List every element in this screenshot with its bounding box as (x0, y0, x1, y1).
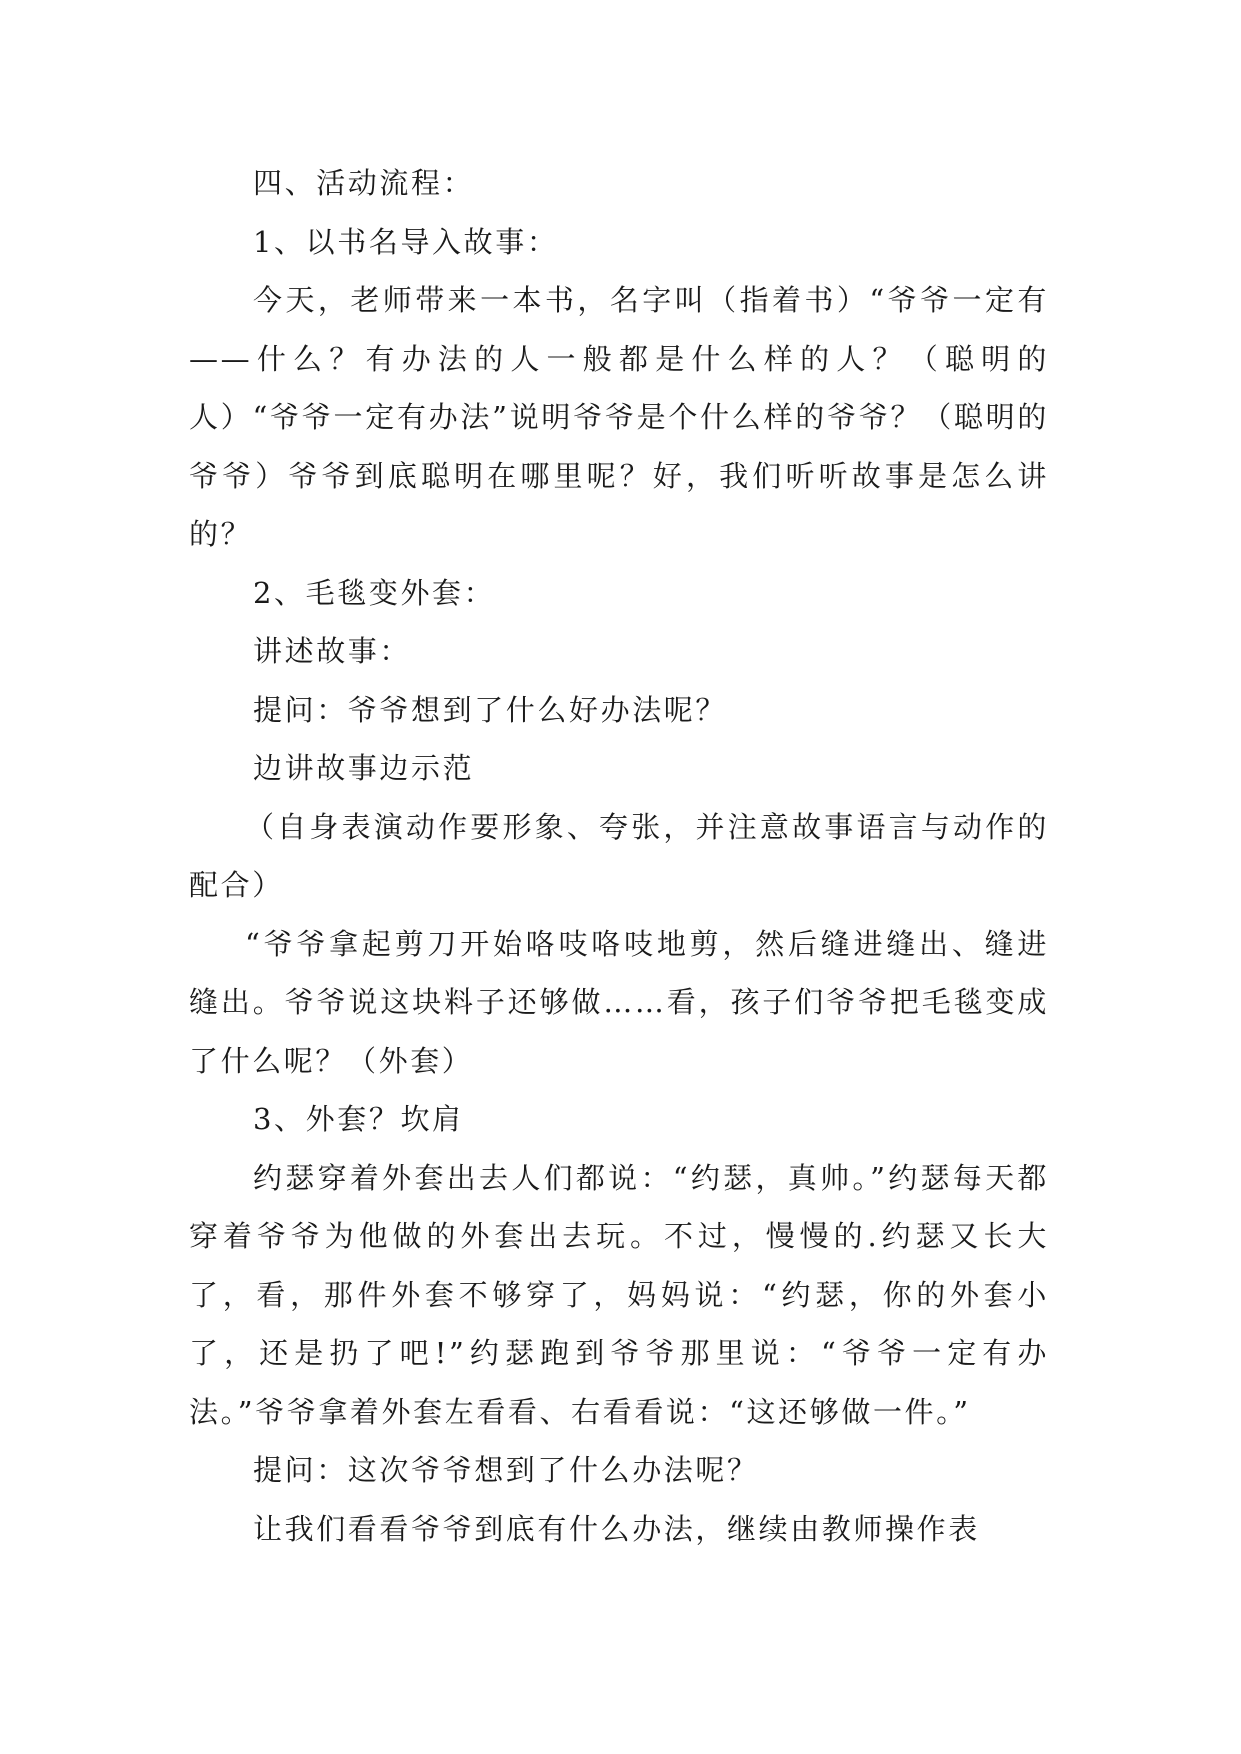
body-paragraph: 让我们看看爷爷到底有什么办法，继续由教师操作表 (253, 1511, 980, 1546)
body-paragraph: 讲述故事： (253, 634, 412, 668)
body-paragraph: 今天，老师带来一本书，名字叫（指着书）“爷爷一定有——什么？有办法的人一般都是什么样的人？（聪明的人）“爷爷一定有办法”说明爷爷是个什么样的爷爷？（聪明的爷爷）爷爷到底聪明在哪里呢？好，我们听听故事是怎么讲的？ (189, 283, 1049, 551)
body-paragraph: 约瑟穿着外套出去人们都说：“约瑟，真帅。”约瑟每天都穿着爷爷为他做的外套出去玩。不过，慢慢的.约瑟又长大了，看，那件外套不够穿了，妈妈说：“约瑟，你的外套小了，还是扔了吧!”约瑟跑到爷爷那里说：“爷爷一定有办法。”爷爷拿着外套左看看、右看看说：“这还够做一件。” (189, 1160, 1049, 1429)
question-paragraph: 提问：爷爷想到了什么好办法呢？ (253, 692, 728, 727)
note-paragraph: （自身表演动作要形象、夸张，并注意故事语言与动作的配合） (189, 809, 1049, 902)
question-paragraph: 提问：这次爷爷想到了什么办法呢？ (253, 1453, 759, 1487)
section-heading: 四、活动流程： (253, 166, 475, 200)
quote-paragraph: “爷爷拿起剪刀开始咯吱咯吱地剪，然后缝进缝出、缝进缝出。爷爷说这块料子还够做……看，孩子们爷爷把毛毯变成了什么呢？（外套） (189, 926, 1049, 1078)
step-heading: 3、外套？坎肩 (253, 1102, 464, 1136)
step-heading: 1、以书名导入故事： (253, 224, 559, 259)
step-heading: 2、毛毯变外套： (253, 575, 496, 610)
body-paragraph: 边讲故事边示范 (253, 751, 475, 785)
document-body (189, 154, 1049, 1558)
